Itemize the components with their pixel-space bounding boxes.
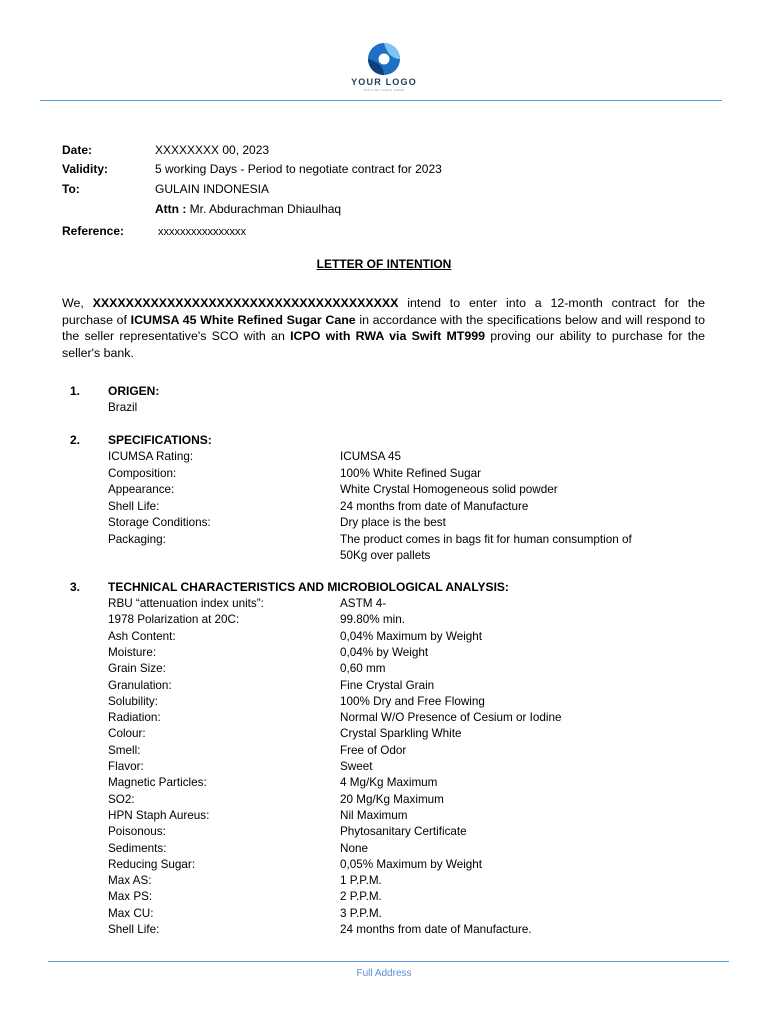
field-value: 1 P.P.M. — [340, 874, 382, 888]
field-value: 99.80% min. — [340, 613, 405, 627]
field-value: Crystal Sparkling White — [340, 727, 462, 741]
field-label: Colour: — [108, 727, 146, 741]
field-value: 100% White Refined Sugar — [340, 466, 481, 480]
field-label: Granulation: — [108, 678, 172, 692]
field-value: 0,04% by Weight — [340, 645, 429, 659]
section-number: 3. — [70, 580, 81, 594]
product-name: ICUMSA 45 White Refined Sugar Cane — [130, 312, 356, 327]
date-value: XXXXXXXX 00, 2023 — [155, 143, 270, 157]
field-label: Flavor: — [108, 760, 144, 773]
field-value: 0,05% Maximum by Weight — [340, 857, 483, 871]
logo-text: YOUR LOGO — [351, 77, 417, 87]
field-value: Normal W/O Presence of Cesium or Iodine — [340, 711, 562, 725]
field-label: 1978 Polarization at 20C: — [108, 613, 240, 627]
field-label: Max AS: — [108, 874, 152, 888]
field-value: None — [340, 841, 368, 855]
field-label: Solubility: — [108, 694, 159, 708]
logo-tagline: TAGLINE GOES HERE — [363, 88, 405, 92]
field-label: Radiation: — [108, 711, 161, 725]
field-label: Appearance: — [108, 483, 175, 496]
reference-value: xxxxxxxxxxxxxxxx — [158, 226, 246, 238]
field-label: SO2: — [108, 792, 135, 806]
attn-label: Attn : — [155, 202, 187, 216]
header-divider — [40, 100, 722, 101]
field-value: Fine Crystal Grain — [340, 678, 435, 692]
field-value: ASTM 4- — [340, 597, 387, 610]
footer-address: Full Address — [356, 968, 412, 979]
field-value: Free of Odor — [340, 743, 407, 757]
packaging-continuation: 50Kg over pallets — [340, 549, 431, 562]
field-value: Nil Maximum — [340, 808, 408, 822]
section-number: 1. — [70, 384, 81, 398]
field-value: 20 Mg/Kg Maximum — [340, 792, 444, 806]
field-label: Poisonous: — [108, 825, 166, 839]
section-title-specifications: SPECIFICATIONS: — [108, 433, 212, 447]
field-label: Moisture: — [108, 645, 157, 659]
field-label: Reducing Sugar: — [108, 857, 196, 871]
intro-text-2: intend to enter into a 12-month contract for the purchase of — [62, 296, 706, 327]
field-value: White Crystal Homogeneous solid powder — [340, 483, 558, 496]
field-label: HPN Staph Aureus: — [108, 808, 210, 822]
field-value: 0,60 mm — [340, 662, 386, 676]
field-value: Phytosanitary Certificate — [340, 825, 467, 839]
logo-mark-icon — [367, 42, 401, 76]
origin-value: Brazil — [108, 401, 138, 414]
validity-label: Validity: — [62, 162, 109, 176]
field-value: 3 P.P.M. — [340, 906, 382, 920]
field-label: Shell Life: — [108, 923, 160, 936]
intro-text-1: We, — [62, 296, 93, 310]
section-title-technical: TECHNICAL CHARACTERISTICS AND MICROBIOLOGICAL ANALYSIS: — [108, 580, 509, 594]
attn-value: Mr. Abdurachman Dhiaulhaq — [189, 202, 342, 216]
field-label: Storage Conditions: — [108, 516, 211, 529]
field-label: Composition: — [108, 466, 177, 480]
payment-instrument: ICPO with RWA via Swift MT999 — [290, 329, 486, 343]
field-label: Sediments: — [108, 841, 167, 855]
to-label: To: — [62, 182, 80, 196]
field-value: 2 P.P.M. — [340, 890, 382, 904]
field-label: Grain Size: — [108, 662, 166, 676]
field-value: 100% Dry and Free Flowing — [340, 694, 485, 708]
field-value: 0,04% Maximum by Weight — [340, 629, 483, 643]
company-logo — [340, 42, 428, 92]
intro-paragraph — [62, 295, 705, 361]
field-label: Packaging: — [108, 532, 166, 546]
to-value: GULAIN INDONESIA — [155, 182, 270, 196]
buyer-name: XXXXXXXXXXXXXXXXXXXXXXXXXXXXXXXXXXXXX — [92, 296, 399, 310]
validity-value: 5 working Days - Period to negotiate contract for 2023 — [155, 162, 442, 176]
date-label: Date: — [62, 143, 93, 157]
attn-line — [155, 202, 341, 216]
field-label: Ash Content: — [108, 629, 176, 643]
intro-text-4: proving our ability to purchase for the seller's bank. — [62, 329, 705, 360]
field-label: Magnetic Particles: — [108, 776, 207, 790]
letter-title: LETTER OF INTENTION — [316, 257, 452, 271]
field-value: ICUMSA 45 — [340, 450, 402, 463]
field-label: Max PS: — [108, 890, 153, 904]
reference-label: Reference: — [62, 224, 125, 238]
footer-divider — [48, 961, 729, 962]
intro-text-3: in accordance with the specifications below and will respond to the seller representative's SCO with an — [62, 312, 705, 343]
field-value: 24 months from date of Manufacture — [340, 499, 529, 513]
field-label: Smell: — [108, 743, 141, 757]
field-label: ICUMSA Rating: — [108, 450, 194, 463]
field-value: 24 months from date of Manufacture. — [340, 923, 532, 936]
field-label: RBU “attenuation index units”: — [108, 597, 264, 610]
field-label: Shell Life: — [108, 499, 160, 513]
section-title-origin: ORIGEN: — [108, 384, 160, 398]
field-label: Max CU: — [108, 906, 154, 920]
field-value: Sweet — [340, 760, 373, 773]
field-value: 4 Mg/Kg Maximum — [340, 776, 438, 790]
field-value: The product comes in bags fit for human consumption of — [340, 532, 632, 546]
section-number: 2. — [70, 433, 81, 447]
field-value: Dry place is the best — [340, 516, 446, 529]
